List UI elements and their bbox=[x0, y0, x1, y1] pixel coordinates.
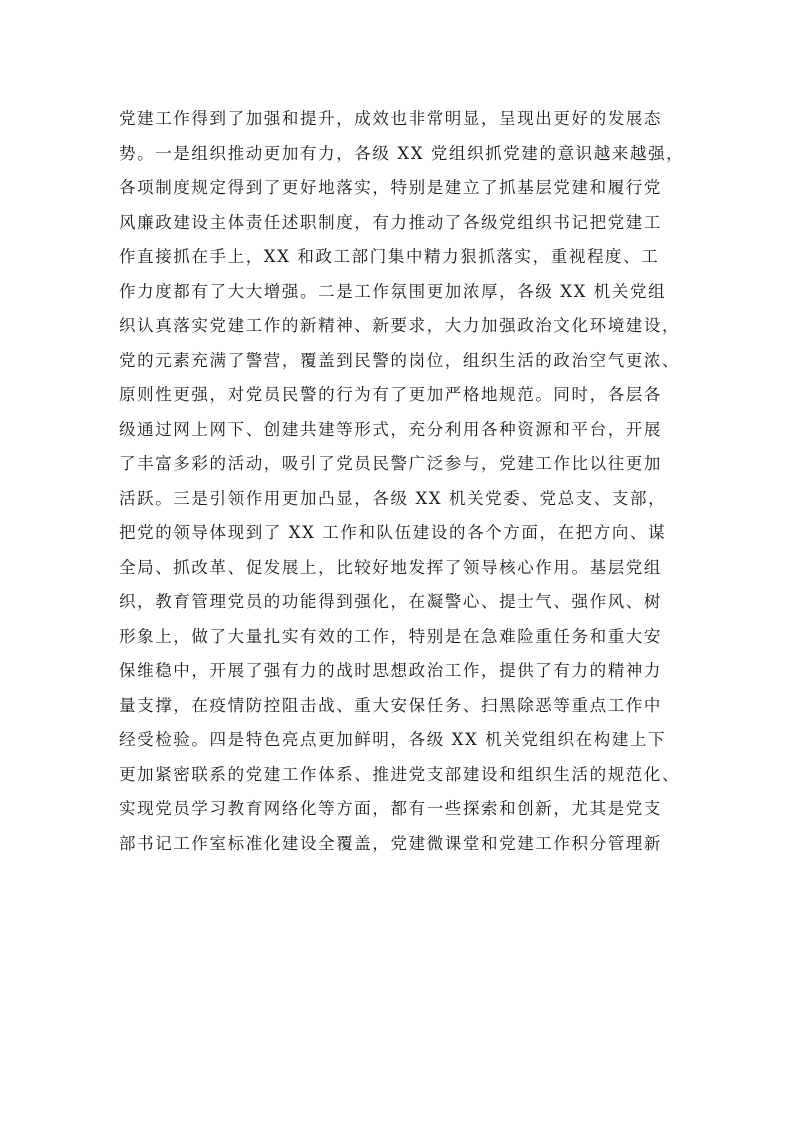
text-line-16: 形象上，做了大量扎实有效的工作，特别是在急难险重任务和重大安 bbox=[119, 626, 662, 646]
text-line-12: 活跃。三是引领作用更加凸显，各级 XX 机关党委、党总支、支部， bbox=[119, 488, 667, 508]
text-line-19: 经受检验。四是特色亮点更加鲜明，各级 XX 机关党组织在构建上下 bbox=[119, 730, 667, 749]
text-line-2: 势。一是组织推动更加有力，各级 XX 党组织抓党建的意识越来越强， bbox=[119, 143, 685, 163]
text-line-17: 保维稳中，开展了强有力的战时思想政治工作，提供了有力的精神力 bbox=[119, 661, 662, 680]
text-line-7: 织认真落实党建工作的新精神、新要求，大力加强政治文化环境建设， bbox=[119, 316, 681, 335]
text-line-20: 更加紧密联系的党建工作体系、推进党支部建设和组织生活的规范化、 bbox=[119, 764, 681, 784]
text-line-6: 作力度都有了大大增强。二是工作氛围更加浓厚，各级 XX 机关党组 bbox=[119, 281, 667, 301]
text-line-8: 党的元素充满了警营，覆盖到民警的岗位，组织生活的政治空气更浓、 bbox=[119, 350, 681, 370]
text-line-3: 各项制度规定得到了更好地落实，特别是建立了抓基层党建和履行党 bbox=[119, 178, 662, 197]
body-paragraph bbox=[119, 102, 689, 861]
text-line-1: 党建工作得到了加强和提升，成效也非常明显，呈现出更好的发展态 bbox=[119, 109, 662, 128]
text-line-4: 风廉政建设主体责任述职制度，有力推动了各级党组织书记把党建工 bbox=[119, 212, 662, 232]
text-line-14: 全局、抓改革、促发展上，比较好地发挥了领导核心作用。基层党组 bbox=[119, 557, 662, 577]
text-line-11: 了丰富多彩的活动，吸引了党员民警广泛参与，党建工作比以往更加 bbox=[119, 454, 662, 473]
text-line-5: 作直接抓在手上，XX 和政工部门集中精力狠抓落实，重视程度、工 bbox=[119, 247, 660, 266]
text-line-9: 原则性更强，对党员民警的行为有了更加严格地规范。同时，各层各 bbox=[119, 385, 662, 404]
text-line-13: 把党的领导体现到了 XX 工作和队伍建设的各个方面，在把方向、谋 bbox=[119, 523, 667, 542]
text-line-18: 量支撑，在疫情防控阻击战、重大安保任务、扫黑除恶等重点工作中 bbox=[119, 695, 662, 715]
text-line-10: 级通过网上网下、创建共建等形式，充分利用各种资源和平台，开展 bbox=[119, 419, 662, 439]
text-line-21: 实现党员学习教育网络化等方面，都有一些探索和创新，尤其是党支 bbox=[119, 799, 662, 818]
text-line-15: 织，教育管理党员的功能得到强化，在凝警心、提士气、强作风、树 bbox=[119, 592, 662, 611]
text-line-22: 部书记工作室标准化建设全覆盖，党建微课堂和党建工作积分管理新 bbox=[119, 833, 662, 853]
